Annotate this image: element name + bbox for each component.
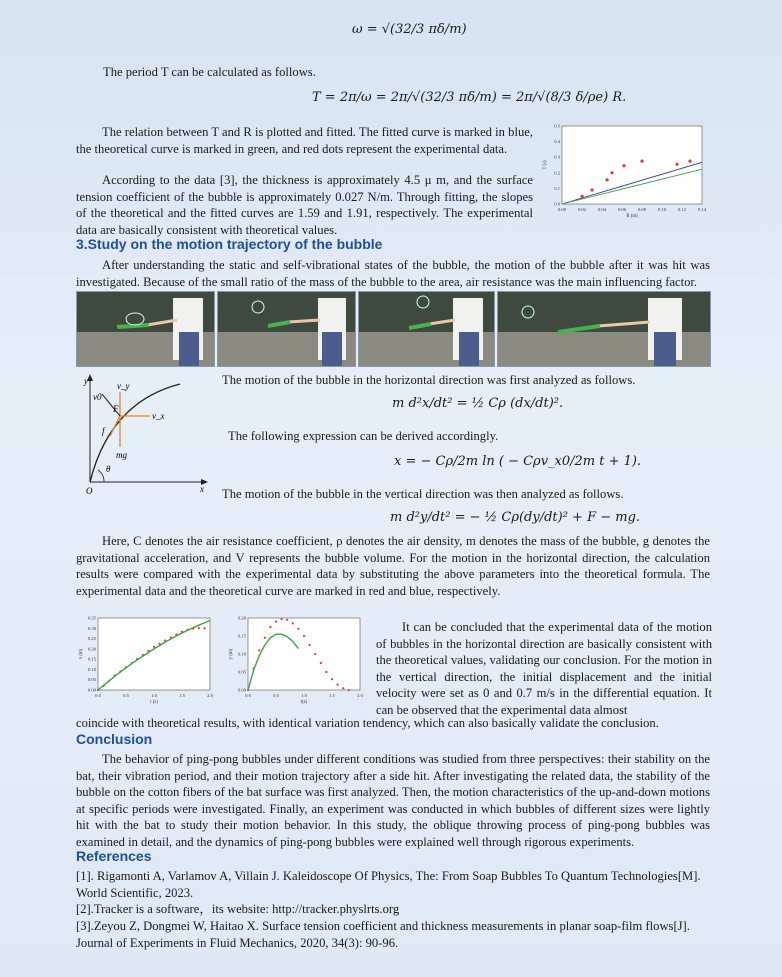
y-axis-label: y (m) — [229, 648, 234, 660]
equation-vertical: m d²y/dt² = − ½ Cρ(dy/dt)² + F − mg. — [390, 510, 641, 525]
conclusion-heading: Conclusion — [76, 731, 153, 747]
experimental-point — [269, 626, 271, 628]
y-tick-label: 0.00 — [237, 687, 246, 693]
bubble-photo-2 — [217, 291, 356, 367]
y-tick-label: 0.00 — [87, 687, 96, 693]
section3-heading: 3.Study on the motion trajectory of the bubble — [76, 236, 383, 252]
y-tick-label: 0.25 — [87, 636, 96, 642]
experimental-point — [286, 619, 288, 621]
y-tick-label: 0.3 — [554, 154, 560, 160]
y-tick-label: 0.20 — [87, 646, 96, 652]
vertical-motion-chart — [222, 614, 368, 710]
experimental-point — [153, 646, 155, 648]
y-axis-label: x (m) — [79, 648, 84, 660]
x-tick-label: 0.14 — [697, 207, 707, 212]
references-heading: References — [76, 848, 152, 864]
experimental-point — [688, 160, 691, 163]
label-o: O — [86, 486, 93, 496]
force-diagram — [80, 372, 210, 502]
y-axis-label: T (s) — [543, 160, 548, 170]
x-tick-label: 0.0 — [95, 693, 101, 698]
label-theta: θ — [106, 464, 111, 474]
experimental-point — [325, 671, 327, 673]
experimental-point — [309, 644, 311, 646]
reference-1: [1]. Rigamonti A, Varlamov A, Villain J. Kaleidoscope Of Physics, The: From Soap Bubbles To Quantum Technologies[M]. World Scientific, 2023. — [76, 869, 701, 900]
y-tick-label: 0.10 — [237, 651, 246, 657]
y-tick-label: 0.1 — [554, 185, 560, 191]
experimental-point — [590, 188, 593, 191]
experimental-point — [314, 653, 316, 655]
x-tick-label: 0.04 — [597, 207, 607, 212]
label-mg: mg — [116, 450, 127, 460]
y-tick-label: 0.2 — [554, 170, 560, 176]
period-radius-chart — [540, 122, 708, 234]
experimental-point — [610, 171, 613, 174]
y-tick-label: 0.5 — [554, 123, 560, 129]
bubble-photo-3 — [358, 291, 495, 367]
x-tick-label: 0.10 — [657, 207, 667, 212]
x-tick-label: 2.0 — [357, 693, 363, 698]
y-tick-label: 0.05 — [237, 669, 246, 675]
y-tick-label: 0.4 — [554, 139, 560, 145]
experimental-point — [281, 618, 283, 620]
y-tick-label: 0.20 — [237, 615, 246, 621]
y-tick-label: 0.0 — [554, 201, 560, 207]
y-tick-label: 0.35 — [87, 615, 96, 621]
f-arrow — [110, 416, 120, 436]
label-x: x — [200, 484, 204, 494]
x-tick-label: 2.0 — [207, 693, 213, 698]
experimental-point — [640, 160, 643, 163]
x-tick-label: 0.5 — [273, 693, 279, 698]
experimental-point — [203, 627, 205, 629]
x-tick-label: 0.12 — [677, 207, 687, 212]
experimental-point — [264, 637, 266, 639]
bubble-photo-1 — [76, 291, 215, 367]
experimental-point — [605, 178, 608, 181]
horizontal-motion-chart — [72, 614, 218, 710]
period-intro: The period T can be calculated as follows. — [103, 65, 316, 79]
x-tick-label: 0.02 — [577, 207, 587, 212]
experimental-point — [675, 163, 678, 166]
horizontal-intro: The motion of the bubble in the horizontal direction was first analyzed as follows. — [222, 373, 636, 387]
x-axis-label: t(s) — [300, 700, 308, 705]
x-tick-label: 1.0 — [301, 693, 307, 698]
paragraph-after: After understanding the static and self-vibrational states of the bubble, the motion of the bubble after it was hit was investigated. Because of the small ratio of the mass of the bubble to the area, air resistance was the main influencing factor. — [76, 258, 710, 289]
experimental-point — [342, 687, 344, 689]
y-tick-label: 0.15 — [87, 656, 96, 662]
experimental-point — [292, 622, 294, 624]
experimental-point — [258, 649, 260, 651]
derive-intro: The following expression can be derived accordingly. — [228, 429, 499, 443]
experimental-point — [303, 635, 305, 637]
x-tick-label: 0.00 — [557, 207, 567, 212]
plot-frame — [248, 618, 360, 690]
x-tick-label: 1.0 — [151, 693, 157, 698]
x-tick-label: 1.5 — [179, 693, 185, 698]
y-tick-label: 0.15 — [237, 633, 246, 639]
equation-horizontal: m d²x/dt² = ½ Cρ (dx/dt)². — [392, 396, 564, 411]
x-axis-label: t (s) — [150, 700, 158, 705]
x-tick-label: 0.5 — [123, 693, 129, 698]
label-v0: v0 — [93, 392, 102, 402]
experimental-point — [320, 662, 322, 664]
theta-arc — [98, 470, 104, 482]
plot-frame — [562, 126, 702, 204]
paragraph-here: Here, C denotes the air resistance coefficient, ρ denotes the air density, m denotes the mass of the bubble, g denotes the gravitational acceleration, and V represents the bubble volume. For the motion in the horizontal direction, the calculation results were compared with the experimental data by substituting the above parameters into the theoretical formula. The experimental data and the theoretical curve are marked in red and blue, respectively. — [76, 534, 710, 598]
y-tick-label: 0.10 — [87, 666, 96, 672]
x-tick-label: 0.08 — [637, 207, 647, 212]
label-f: f — [102, 426, 105, 436]
equation-x: x = − Cρ/2m ln ( − Cρv_x0/2m t + 1). — [394, 454, 642, 469]
x-tick-label: 1.5 — [329, 693, 335, 698]
label-F: F — [113, 404, 119, 414]
paragraph-data: According to the data [3], the thickness is approximately 4.5 μ m, and the surface tension coefficient of the bubble is approximately 0.027 N/m. Through fitting, the slopes of the theoretical and the fitted curves are 1.59 and 1.91, respectively. The experimental data are basically consistent with theoretical values. — [76, 173, 533, 237]
paragraph-conclude-side: It can be concluded that the experimental data of the motion of bubbles in the horizontal direction are basically consistent with the theoretical values, validating our conclusion. For the motion in the vertical direction, the initial displacement and the initial velocity were set as 0 and 0.7 m/s in the differential equation. It can be observed that the experimental data almost — [376, 620, 712, 717]
experimental-point — [275, 621, 277, 623]
x-tick-label: 0.0 — [245, 693, 251, 698]
y-tick-label: 0.05 — [87, 677, 96, 683]
reference-2: [2].Tracker is a software，its website: http://tracker.physlrts.org — [76, 902, 400, 916]
x-tick-label: 0.06 — [617, 207, 627, 212]
experimental-point — [337, 684, 339, 686]
experimental-point — [348, 689, 350, 691]
bubble-photo-4 — [497, 291, 711, 367]
paragraph-relation: The relation between T and R is plotted and fitted. The fitted curve is marked in blue, the theoretical curve is marked in green, and red dots represent the experimental data. — [76, 125, 533, 156]
x-axis-label: R (m) — [626, 214, 638, 219]
paragraph-conclude-full: coincide with theoretical results, with identical variation tendency, which can also basically validate the conclusion. — [76, 716, 659, 730]
label-vy: v_y — [117, 381, 130, 391]
vertical-intro: The motion of the bubble in the vertical direction was then analyzed as follows. — [222, 487, 624, 501]
equation-omega: ω = √(32/3 πδ/m) — [352, 22, 467, 37]
label-y: y — [84, 376, 88, 386]
experimental-point — [198, 627, 200, 629]
y-tick-label: 0.30 — [87, 625, 96, 631]
experimental-point — [297, 628, 299, 630]
equation-period: T = 2π/ω = 2π/√(32/3 πδ/m) = 2π/√(8/3 δ/ρe) R. — [312, 90, 627, 105]
label-vx: v_x — [152, 411, 165, 421]
experimental-point — [622, 164, 625, 167]
experimental-point — [331, 678, 333, 680]
paragraph-conclusion: The behavior of ping-pong bubbles under different conditions was studied from three perspectives: their stability on the bat, their vibration period, and their motion trajectory after a side hit. After investigating the related data, the stability of the bubble on the cotton fibers of the bat surface was first analyzed. Then, the motion characteristics of the up-and-down motions at specific periods were investigated. Finally, an experiment was conducted in which bubbles of different sizes were lightly hit with the bat to study their motion behavior. In this study, the oblique throwing process of ping-pong bubbles was examined in detail, and the dynamics of ping-pong bubbles were explained well through rigorous experiments. — [76, 752, 710, 849]
reference-3: [3].Zeyou Z, Dongmei W, Haitao X. Surface tension coefficient and thickness measurements in planar soap-film flows[J]. Journal of Experiments in Fluid Mechanics, 2020, 34(3): 90-96. — [76, 919, 690, 950]
